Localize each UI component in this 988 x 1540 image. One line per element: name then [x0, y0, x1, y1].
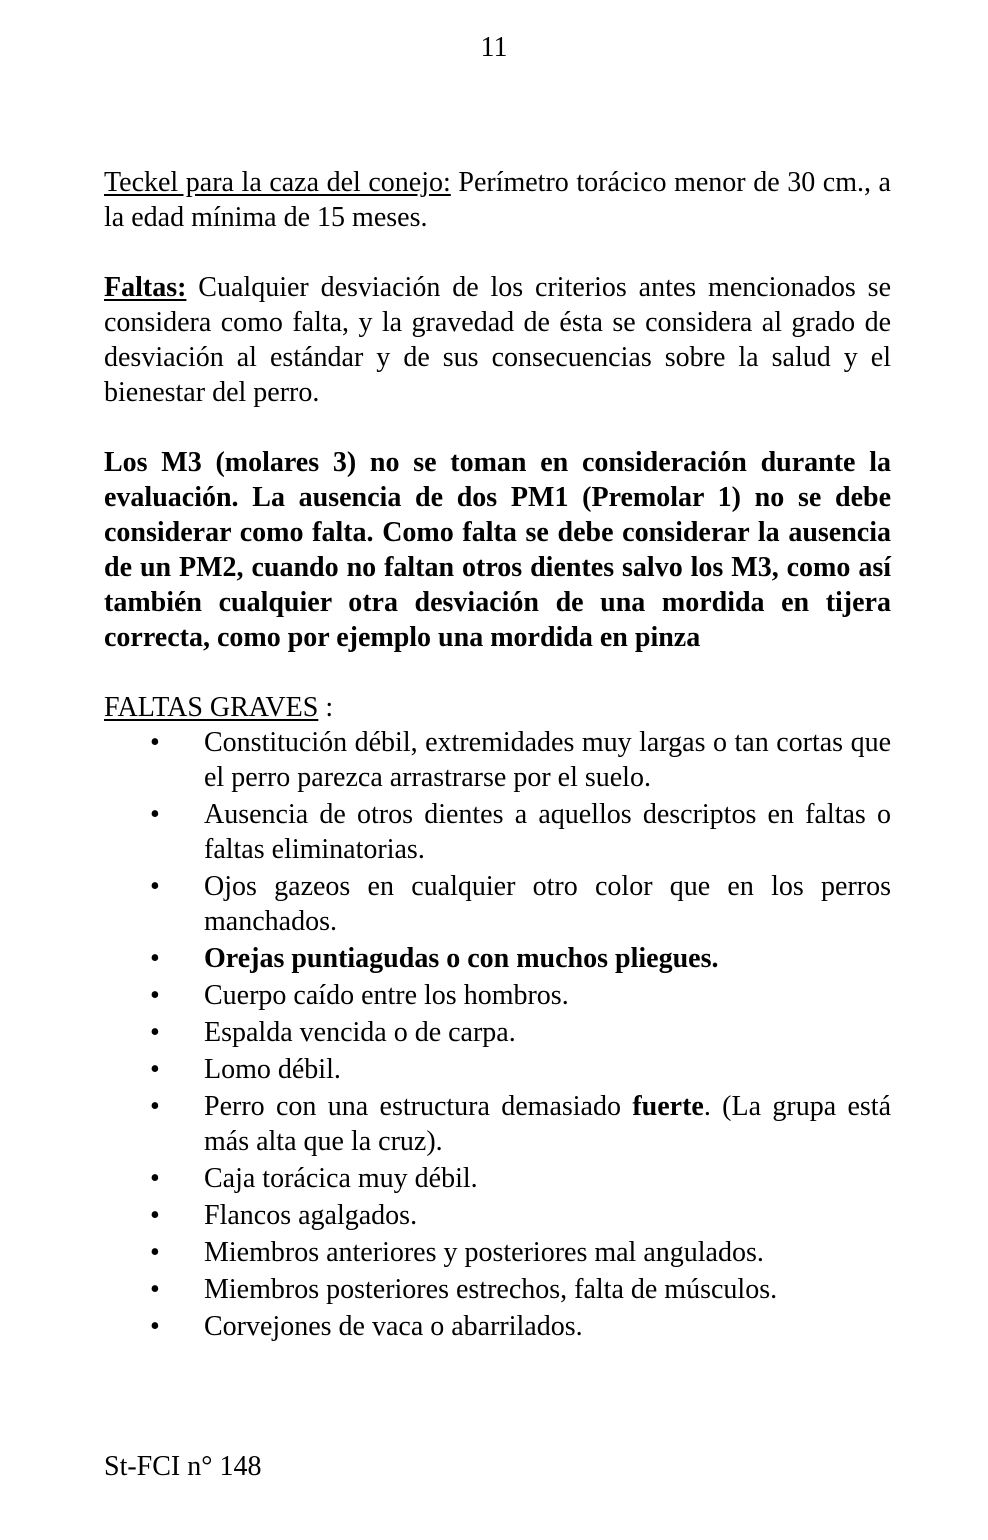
footer-standard-number: St-FCI n° 148 [104, 1451, 262, 1482]
list-item-text: . (La grupa está más alta que la cruz). [204, 1091, 891, 1157]
bullet-icon: • [150, 727, 160, 758]
list-item-text: Orejas puntiagudas o con muchos pliegues. [204, 943, 719, 974]
list-item [104, 1089, 891, 1159]
bullet-icon: • [150, 1200, 160, 1231]
serious-faults-suffix: : [318, 692, 334, 723]
teeth-note-paragraph: Los M3 (molares 3) no se toman en consideración durante la evaluación. La ausencia de dos PM1 (Premolar 1) no se debe considerar como falta. Como falta se debe considerar la ausencia de un PM2, cuando no faltan otros dientes salvo los M3, como así también cualquier otra desviación de una mordida en tijera correcta, como por ejemplo una mordida en pinza [104, 447, 891, 653]
list-item [104, 1272, 891, 1307]
bullet-icon: • [150, 943, 160, 974]
faults-label: Faltas: [104, 272, 187, 303]
list-item [104, 1309, 891, 1344]
list-item-bold-text: fuerte [632, 1091, 704, 1122]
list-item-text: Miembros posteriores estrechos, falta de músculos. [204, 1274, 778, 1305]
list-item-text: Caja torácica muy débil. [204, 1163, 478, 1194]
list-item-text: Espalda vencida o de carpa. [204, 1017, 516, 1048]
list-item-text: Miembros anteriores y posteriores mal angulados. [204, 1237, 764, 1268]
list-item-text: Cuerpo caído entre los hombros. [204, 980, 569, 1011]
list-item-text: Lomo débil. [204, 1054, 341, 1085]
bullet-icon: • [150, 1017, 160, 1048]
list-item [104, 797, 891, 867]
rabbit-teckel-paragraph [104, 165, 891, 235]
list-item [104, 941, 891, 976]
list-item [104, 869, 891, 939]
bullet-icon: • [150, 871, 160, 902]
list-item-text: Perro con una estructura demasiado [204, 1091, 633, 1122]
bullet-icon: • [150, 799, 160, 830]
list-item [104, 725, 891, 795]
bullet-icon: • [150, 980, 160, 1011]
rabbit-teckel-text: Perímetro torácico menor de 30 cm., a la edad mínima de 15 meses. [104, 167, 891, 233]
list-item-text: Ojos gazeos en cualquier otro color que en los perros manchados. [204, 871, 891, 937]
serious-faults-list [104, 725, 891, 1344]
document-body [104, 165, 891, 1346]
list-item-text: Corvejones de vaca o abarrilados. [204, 1311, 583, 1342]
serious-faults-heading [104, 690, 891, 725]
bullet-icon: • [150, 1163, 160, 1194]
list-item [104, 978, 891, 1013]
list-item [104, 1198, 891, 1233]
list-item-text: Flancos agalgados. [204, 1200, 418, 1231]
list-item-text: Ausencia de otros dientes a aquellos descriptos en faltas o faltas eliminatorias. [204, 799, 891, 865]
faults-paragraph [104, 270, 891, 410]
list-item-text: Constitución débil, extremidades muy largas o tan cortas que el perro parezca arrastrarse por el suelo. [204, 727, 891, 793]
list-item [104, 1161, 891, 1196]
list-item [104, 1015, 891, 1050]
bullet-icon: • [150, 1091, 160, 1122]
bullet-icon: • [150, 1311, 160, 1342]
list-item [104, 1052, 891, 1087]
rabbit-teckel-label: Teckel para la caza del conejo: [104, 167, 451, 198]
bullet-icon: • [150, 1274, 160, 1305]
serious-faults-label: FALTAS GRAVES [104, 692, 319, 723]
faults-text: Cualquier desviación de los criterios antes mencionados se considera como falta, y la gravedad de ésta se considera al grado de desviación al estándar y de sus consecuencias sobre la salud y el bienestar del perro. [104, 272, 891, 408]
list-item [104, 1235, 891, 1270]
page-number: 11 [480, 32, 508, 63]
bullet-icon: • [150, 1237, 160, 1268]
bullet-icon: • [150, 1054, 160, 1085]
